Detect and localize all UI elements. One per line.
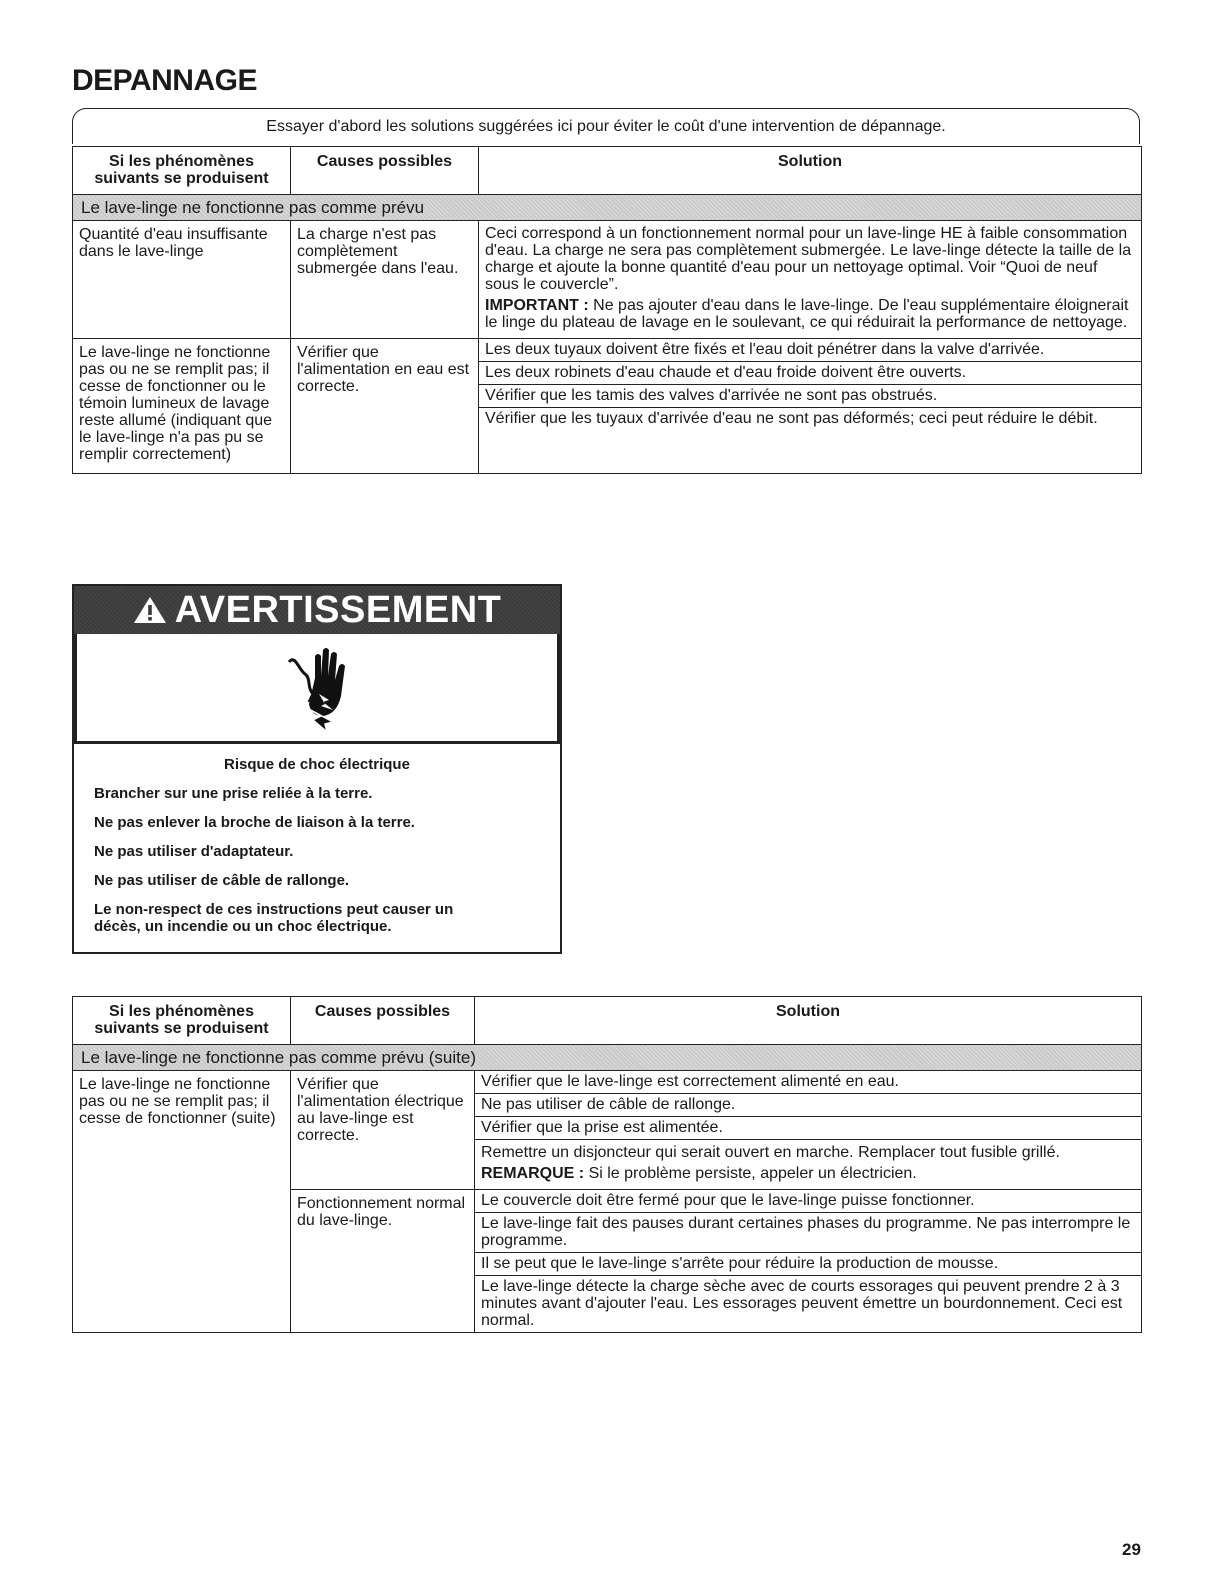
solution-text: Ceci correspond à un fonctionnement normal pour un lave-linge HE à faible consommation d'eau. La charge ne sera pas complètement submergée. Le lave-linge détecte la taille de la charge et ajoute la bonne quantité d'eau pour un nettoyage optimal. Voir “Quoi de neuf sous le couvercle”.: [485, 225, 1132, 293]
troubleshooting-table-1: [72, 146, 1142, 474]
warning-triangle-icon: [133, 595, 167, 625]
important-text: Ne pas ajouter d'eau dans le lave-linge. De l'eau supplémentaire éloignerait le linge du plateau de lavage en le soulevant, ce qui réduirait la performance de nettoyage.: [485, 297, 1129, 331]
remarque-label: REMARQUE :: [481, 1165, 585, 1182]
table-header-row: [73, 147, 1142, 195]
remarque-note: [481, 1165, 1135, 1182]
warning-box: [72, 584, 562, 954]
solution-cell: [475, 1140, 1142, 1190]
warning-risk: Risque de choc électrique: [224, 756, 410, 773]
solution-cell: Les deux robinets d'eau chaude et d'eau froide doivent être ouverts.: [479, 362, 1142, 385]
solution-cell: Vérifier que le lave-linge est correctement alimenté en eau.: [475, 1071, 1142, 1094]
header-causes: Causes possibles: [291, 997, 475, 1045]
warning-header: [74, 586, 560, 634]
solution-cell: Vérifier que la prise est alimentée.: [475, 1117, 1142, 1140]
warning-line: Le non-respect de ces instructions peut causer un décès, un incendie ou un choc électrique.: [94, 901, 454, 935]
breaker-text: Remettre un disjoncteur qui serait ouvert en marche. Remplacer tout fusible grillé.: [481, 1144, 1060, 1161]
table-row: [73, 339, 1142, 362]
warning-symbol-area: [74, 634, 560, 744]
cause-cell: Vérifier que l'alimentation en eau est correcte.: [291, 339, 479, 474]
cause-cell: Vérifier que l'alimentation électrique au lave-linge est correcte.: [291, 1071, 475, 1190]
header-phenomenes: Si les phénomènes suivants se produisent: [73, 147, 291, 195]
section-title: Le lave-linge ne fonctionne pas comme prévu (suite): [73, 1045, 1142, 1071]
remarque-text: Si le problème persiste, appeler un électricien.: [588, 1165, 917, 1182]
table-row: [73, 221, 1142, 339]
important-note: [485, 297, 1135, 331]
phenomenon-cell: Le lave-linge ne fonctionne pas ou ne se remplit pas; il cesse de fonctionner (suite): [73, 1071, 291, 1333]
table-row: [73, 1071, 1142, 1094]
header-solution: Solution: [475, 997, 1142, 1045]
solution-cell: Le lave-linge détecte la charge sèche avec de courts essorages qui peuvent prendre 2 à 3 minutes avant d'ajouter l'eau. Les essorages peuvent émettre un bourdonnement. Ceci est normal.: [475, 1276, 1142, 1333]
solution-cell: Le couvercle doit être fermé pour que le lave-linge puisse fonctionner.: [475, 1190, 1142, 1213]
troubleshooting-table-2: [72, 996, 1142, 1333]
cause-cell: La charge n'est pas complètement submergée dans l'eau.: [291, 221, 479, 339]
intro-text: Essayer d'abord les solutions suggérées ici pour éviter le coût d'une intervention de dépannage.: [266, 118, 946, 135]
solution-cell: Ne pas utiliser de câble de rallonge.: [475, 1094, 1142, 1117]
electrical-shock-icon: [285, 644, 355, 736]
header-phenomenes: Si les phénomènes suivants se produisent: [73, 997, 291, 1045]
solution-cell: [479, 221, 1142, 339]
solution-cell: Le lave-linge fait des pauses durant certaines phases du programme. Ne pas interrompre le programme.: [475, 1213, 1142, 1253]
warning-line: Brancher sur une prise reliée à la terre.: [94, 785, 373, 802]
warning-line: Ne pas utiliser de câble de rallonge.: [94, 872, 350, 889]
solution-cell: Vérifier que les tamis des valves d'arrivée ne sont pas obstrués.: [479, 385, 1142, 408]
page-title: DEPANNAGE: [72, 64, 257, 97]
important-label: IMPORTANT :: [485, 297, 589, 314]
solution-cell: Il se peut que le lave-linge s'arrête pour réduire la production de mousse.: [475, 1253, 1142, 1276]
warning-line: Ne pas enlever la broche de liaison à la terre.: [94, 814, 415, 831]
solution-cell: Vérifier que les tuyaux d'arrivée d'eau ne sont pas déformés; ceci peut réduire le débit.: [479, 408, 1142, 474]
warning-text: [74, 744, 560, 935]
warning-line: Ne pas utiliser d'adaptateur.: [94, 843, 294, 860]
header-causes: Causes possibles: [291, 147, 479, 195]
solution-cell: Les deux tuyaux doivent être fixés et l'eau doit pénétrer dans la valve d'arrivée.: [479, 339, 1142, 362]
section-row: [73, 195, 1142, 221]
section-row: [73, 1045, 1142, 1071]
header-solution: Solution: [479, 147, 1142, 195]
warning-heading: AVERTISSEMENT: [174, 588, 502, 631]
phenomenon-cell: Le lave-linge ne fonctionne pas ou ne se remplit pas; il cesse de fonctionner ou le témoin lumineux de lavage reste allumé (indiquant que le lave-linge n'a pas pu se remplir correctement): [73, 339, 291, 474]
cause-cell: Fonctionnement normal du lave-linge.: [291, 1190, 475, 1333]
page-number: 29: [1122, 1540, 1141, 1559]
phenomenon-cell: Quantité d'eau insuffisante dans le lave-linge: [73, 221, 291, 339]
section-title: Le lave-linge ne fonctionne pas comme prévu: [73, 195, 1142, 221]
table-header-row: [73, 997, 1142, 1045]
